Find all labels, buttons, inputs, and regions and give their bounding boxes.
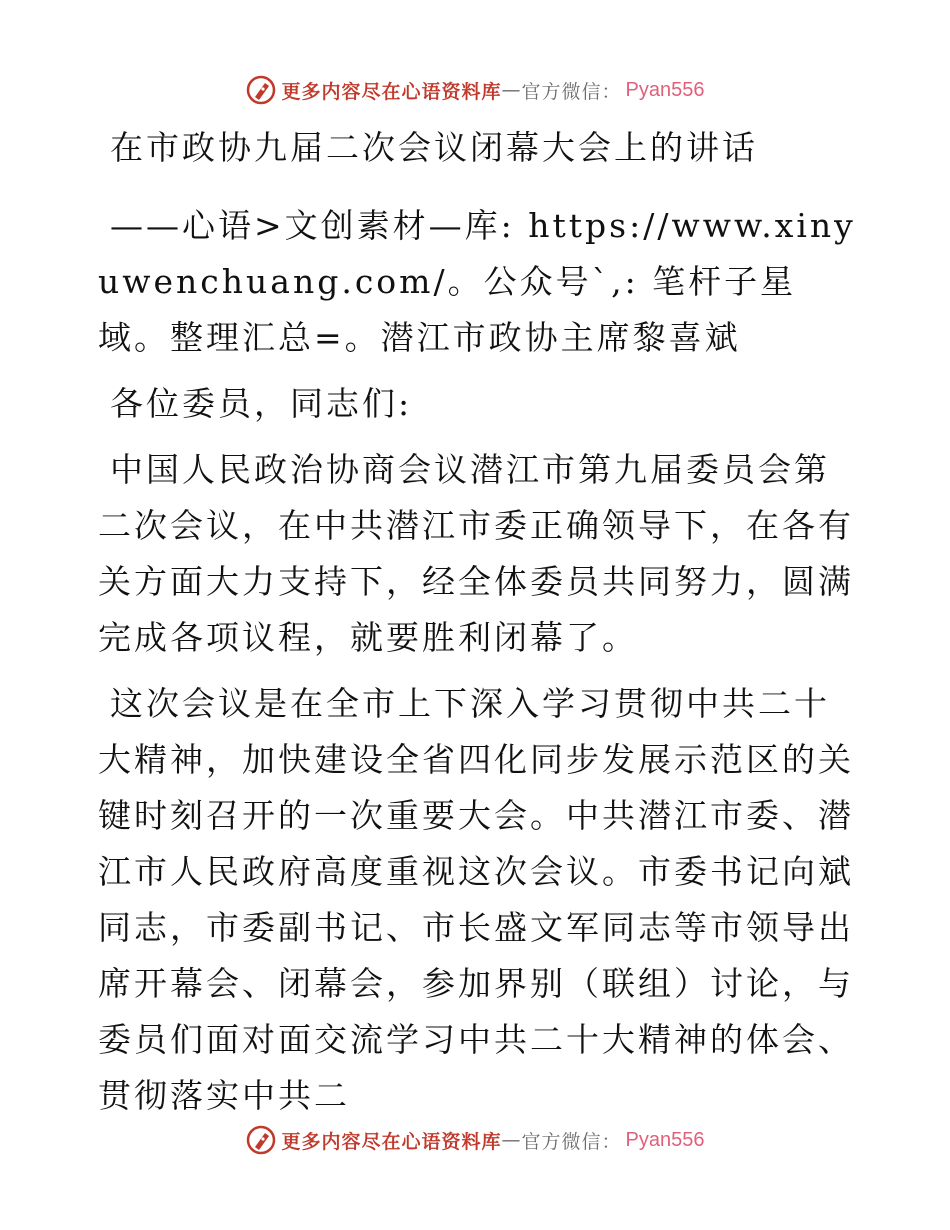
banner-wechat-id: Pyan556 — [625, 1128, 705, 1151]
banner-library-text: 更多内容尽在心语资料库 — [281, 1130, 502, 1153]
banner-wechat-label: 官方微信： — [521, 80, 622, 103]
banner-dash: — — [501, 1129, 522, 1151]
header-banner — [0, 70, 950, 110]
banner-library-text: 更多内容尽在心语资料库 — [281, 80, 502, 103]
greeting: 各位委员，同志们: — [110, 384, 413, 423]
pen-nib-logo-icon — [246, 1125, 276, 1155]
document-title: 在市政协九届二次会议闭幕大会上的讲话 — [110, 128, 758, 167]
document-subtitle: ——心语>文创素材—库: https://www.xinyuwenchuang.com/。公众号`,: 笔杆子星域。整理汇总=。潜江市政协主席黎喜斌 — [98, 206, 856, 357]
banner-dash: — — [501, 79, 522, 101]
banner-wechat-id: Pyan556 — [625, 78, 705, 101]
paragraph-1: 中国人民政治协商会议潜江市第九届委员会第二次会议，在中共潜江市委正确领导下，在各有关方面大力支持下，经全体委员共同努力，圆满完成各项议程，就要胜利闭幕了。 — [98, 450, 854, 657]
footer-banner — [0, 1120, 950, 1160]
document-body — [98, 120, 858, 1134]
pen-nib-logo-icon — [246, 75, 276, 105]
banner-wechat-label: 官方微信： — [521, 1130, 622, 1153]
paragraph-2: 这次会议是在全市上下深入学习贯彻中共二十大精神，加快建设全省四化同步发展示范区的关键时刻召开的一次重要大会。中共潜江市委、潜江市人民政府高度重视这次会议。市委书记向斌同志，市委副书记、市长盛文军同志等市领导出席开幕会、闭幕会，参加界别（联组）讨论，与委员们面对面交流学习中共二十大精神的体会、贯彻落实中共二 — [98, 684, 854, 1115]
